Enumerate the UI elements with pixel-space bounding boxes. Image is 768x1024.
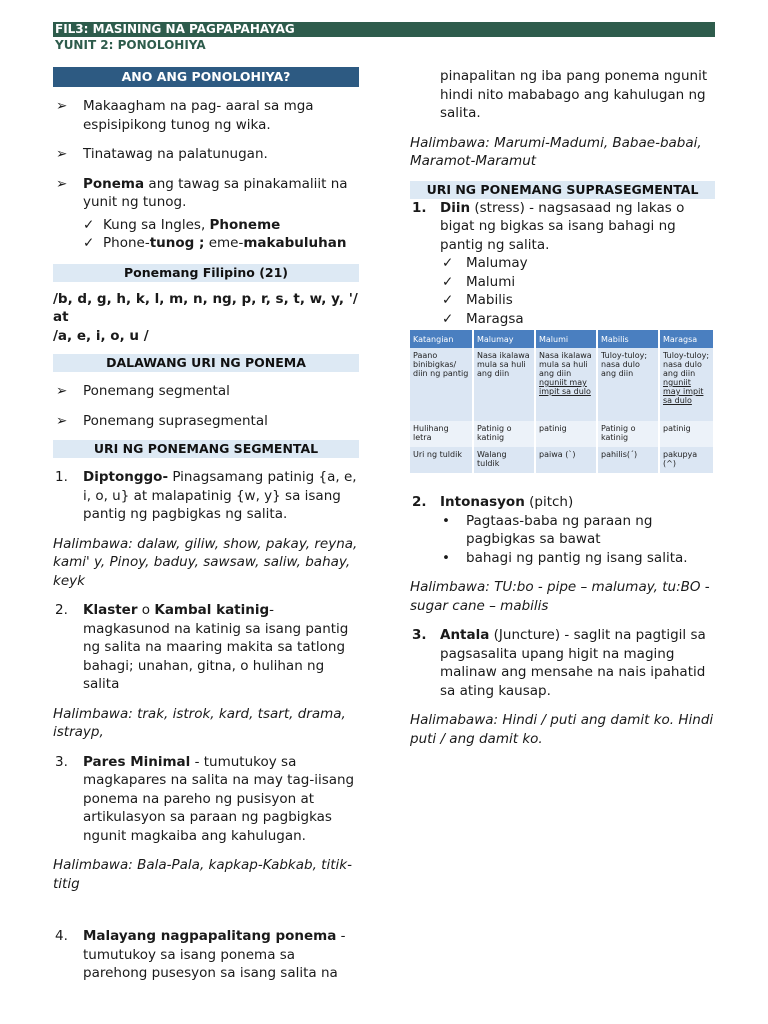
check-item: ✓ Phone-tunog ; eme-makabuluhan [83, 235, 347, 251]
table-cell: Tuloy-tuloy; nasa dulo ang diin nguniit may impit sa dulo [659, 348, 713, 421]
heading-ponemang-filipino: Ponemang Filipino (21) [53, 264, 359, 282]
table-cell: Nasa ikalawa mula sa huli ang diin nguniit may impit sa dulo [535, 348, 597, 421]
table-cell: patinig [535, 421, 597, 447]
example-text: Halimbawa: Marumi-Madumi, Babae-babai, Maramot-Maramut [410, 134, 702, 169]
table-cell: Nasa ikalawa mula sa huli ang diin [473, 348, 535, 421]
checkmark-icon: ✓ [442, 255, 454, 271]
table-header-row [410, 330, 713, 348]
check-item: ✓ Mabilis [442, 292, 513, 308]
arrow-bullet-icon: ➢ [56, 383, 68, 399]
table-cell: paiwa (`) [535, 447, 597, 473]
numbered-item: 1. Diin (stress) - nagsasaad ng lakas o bigat ng bigkas sa isang bahagi ng pantig ng salita. [412, 199, 685, 253]
phoneme-list-line: /b, d, g, h, k, l, m, n, ng, p, r, s, t, w, y, '/ at [53, 290, 358, 325]
table-cell: Patinig o katinig [597, 421, 659, 447]
bullet-item: ➢ Tinatawag na palatunugan. [56, 146, 268, 162]
checkmark-icon: ✓ [83, 235, 95, 251]
heading-dalawang-uri: DALAWANG URI NG PONEMA [53, 354, 359, 372]
heading-ano-ang-ponolohiya: ANO ANG PONOLOHIYA? [53, 67, 359, 87]
right-column [410, 67, 715, 748]
heading-segmental: URI NG PONEMANG SEGMENTAL [53, 440, 359, 458]
table-cell: pakupya (^) [659, 447, 713, 473]
checkmark-icon: ✓ [83, 216, 95, 233]
example-text: Halimbawa: TU:bo - pipe – malumay, tu:BO - sugar cane – mabilis [410, 579, 710, 614]
arrow-bullet-icon: ➢ [56, 175, 68, 192]
arrow-bullet-icon: ➢ [56, 412, 68, 429]
table-cell: Tuloy-tuloy; nasa dulo ang diin [597, 348, 659, 421]
table-header-cell: Malumi [535, 330, 597, 348]
unit-title: YUNIT 2: PONOLOHIYA [55, 38, 206, 52]
check-item: ✓ Malumi [442, 273, 516, 290]
numbered-item: 1. Diptonggo- Pinagsamang patinig {a, e, i, o, u} at malapatinig {w, y} sa isang pantig ng pagbigkas ng salita. [55, 469, 357, 522]
table-header-cell: Maragsa [659, 330, 713, 348]
arrow-bullet-icon: ➢ [56, 98, 68, 114]
table-header-cell: Malumay [473, 330, 535, 348]
heading-suprasegmental: URI NG PONEMANG SUPRASEGMENTAL [410, 181, 715, 199]
numbered-item: 2. Klaster o Kambal katinig- magkasunod na katinig sa isang pantig ng salita na maaring makita sa tatlong bahagi; unahan, gitna, o hulihan ng salita [55, 602, 349, 692]
bullet-item: ➢ Ponemang segmental [56, 383, 230, 399]
example-text: Halimabawa: Hindi / puti ang damit ko. Hindi puti / ang damit ko. [410, 712, 714, 747]
course-title-bar: FIL3: MASINING NA PAGPAPAHAYAG [53, 22, 715, 37]
phoneme-list-line: /a, e, i, o, u / [53, 327, 149, 344]
bullet-item: ➢ Ponemang suprasegmental [56, 412, 268, 429]
table-cell: Patinig o katinig [473, 421, 535, 447]
numbered-item: 3. Antala (Juncture) - saglit na pagtigil sa pagsasalita upang higit na maging malinaw ang mensahe na nais ipahatid sa ating kausap. [412, 627, 706, 699]
dot-bullet-item: • bahagi ng pantig ng isang salita. [442, 549, 688, 566]
table-header-cell: Katangian [410, 330, 473, 348]
continued-text: pinapalitan ng iba pang ponema ngunit hindi nito mababago ang kahulugan ng salita. [440, 68, 708, 121]
numbered-item: 4. Malayang nagpapalitang ponema - tumutukoy sa isang ponema sa parehong pusesyon sa isang salita na [55, 928, 346, 981]
checkmark-icon: ✓ [442, 273, 454, 290]
bullet-item: ➢ Makaagham na pag- aaral sa mga espisipikong tunog ng wika. [56, 98, 314, 133]
numbered-item: 2. Intonasyon (pitch) [412, 494, 574, 510]
diin-table [410, 330, 713, 473]
table-cell: Hulihang letra [410, 421, 473, 447]
check-item: ✓ Maragsa [442, 310, 524, 327]
checkmark-icon: ✓ [442, 310, 454, 327]
example-text: Halimbawa: dalaw, giliw, show, pakay, reyna, kami' y, Pinoy, baduy, sawsaw, saliw, bahay, keyk [53, 535, 358, 589]
dot-bullet-icon: • [442, 512, 450, 529]
numbered-item: 3. Pares Minimal - tumutukoy sa magkapares na salita na may tag-iisang ponema na pareho ng pusisyon at artikulasyon sa paraan ng pagbigkas ngunit magkaiba ang kahulugan. [55, 753, 355, 844]
example-text: Halimbawa: trak, istrok, kard, tsart, drama, istrayp, [53, 705, 346, 740]
check-item: ✓ Kung sa Ingles, Phoneme [83, 216, 281, 233]
arrow-bullet-icon: ➢ [56, 146, 68, 162]
table-row [410, 447, 713, 473]
checkmark-icon: ✓ [442, 292, 454, 308]
bullet-item: ➢ Ponema ang tawag sa pinakamaliit na yunit ng tunog. [56, 175, 348, 210]
table-cell: Paano binibigkas/ diin ng pantig [410, 348, 473, 421]
example-text: Halimbawa: Bala-Pala, kapkap-Kabkab, titik-titig [53, 857, 352, 892]
table-row [410, 348, 713, 421]
left-column [53, 67, 359, 983]
table-cell: Walang tuldik [473, 447, 535, 473]
check-item: ✓ Malumay [442, 255, 528, 271]
table-cell: Uri ng tuldik [410, 447, 473, 473]
dot-bullet-item: • Pagtaas-baba ng paraan ng pagbigkas sa bawat [442, 512, 653, 547]
table-row [410, 421, 713, 447]
dot-bullet-icon: • [442, 549, 450, 566]
table-cell: patinig [659, 421, 713, 447]
table-header-cell: Mabilis [597, 330, 659, 348]
table-cell: pahilis(´) [597, 447, 659, 473]
